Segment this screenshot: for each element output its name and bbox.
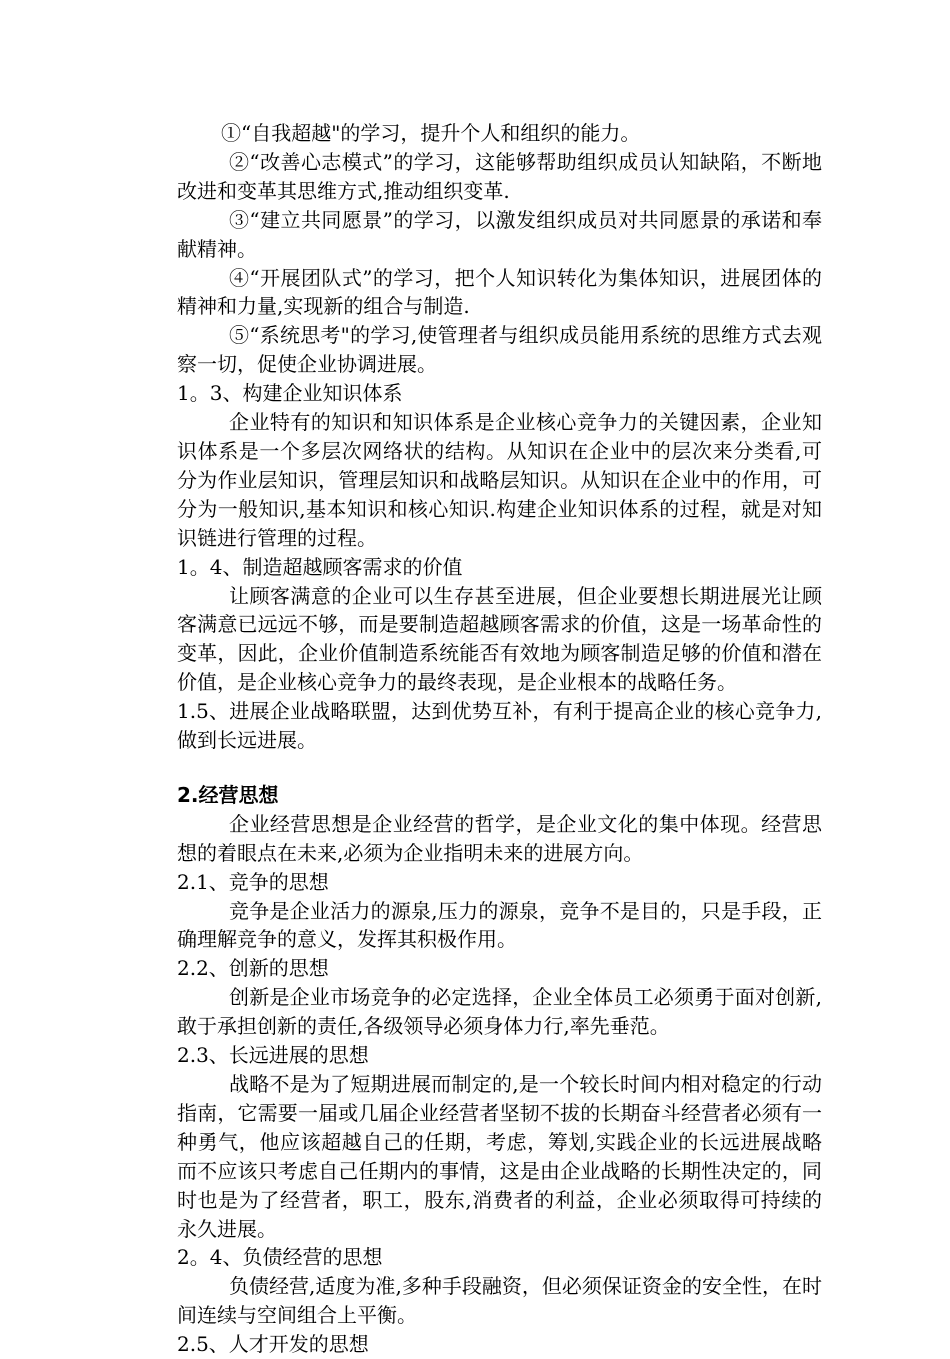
body-paragraph-2-intro: 企业经营思想是企业经营的哲学，是企业文化的集中体现。经营思想的着眼点在未来,必须为企业指明未来的进展方向。 (177, 811, 822, 865)
subheading-1-3: 1。3、构建企业知识体系 (177, 381, 403, 406)
subheading-1-5: 1.5、进展企业战略联盟，达到优势互补，有利于提高企业的核心竞争力,做到长远进展。 (177, 699, 822, 753)
learning-item-5: ⑤“系统思考"的学习,使管理者与组织成员能用系统的思维方式去观察一切，促使企业协调进展。 (177, 323, 822, 377)
learning-item-1: ①“自我超越"的学习，提升个人和组织的能力。 (221, 121, 641, 145)
subheading-2-1: 2.1、竞争的思想 (177, 869, 329, 894)
subheading-1-4: 1。4、制造超越顾客需求的价值 (177, 554, 463, 579)
body-paragraph-1-4: 让顾客满意的企业可以生存甚至进展，但企业要想长期进展光让顾客满意已远远不够，而是要制造超越顾客需求的价值，这是一场革命性的变革，因此，企业价值制造系统能否有效地为顾客制造足够的价值和潜在价值，是企业核心竞争力的最终表现，是企业根本的战略任务。 (177, 583, 822, 695)
body-paragraph-2-3: 战略不是为了短期进展而制定的,是一个较长时间内相对稳定的行动指南，它需要一届或几届企业经营者坚韧不拔的长期奋斗经营者必须有一种勇气，他应该超越自己的任期，考虑，筹划,实践企业的长远进展战略而不应该只考虑自己任期内的事情，这是由企业战略的长期性决定的，同时也是为了经营者，职工，股东,消费者的利益，企业必须取得可持续的永久进展。 (177, 1072, 822, 1241)
body-paragraph-1-3: 企业特有的知识和知识体系是企业核心竞争力的关键因素，企业知识体系是一个多层次网络状的结构。从知识在企业中的层次来分类看,可分为作业层知识，管理层知识和战略层知识。从知识在企业中的作用，可分为一般知识,基本知识和核心知识.构建企业知识体系的过程，就是对知识链进行管理的过程。 (177, 410, 822, 550)
subheading-2-4: 2。4、负债经营的思想 (177, 1245, 383, 1270)
document-page (177, 119, 822, 1359)
section-title-2: 2.经营思想 (177, 782, 279, 807)
subheading-2-5: 2.5、人才开发的思想 (177, 1332, 369, 1357)
subheading-2-2: 2.2、创新的思想 (177, 956, 329, 981)
subheading-2-3: 2.3、长远进展的思想 (177, 1043, 369, 1068)
body-paragraph-2-2: 创新是企业市场竞争的必定选择，企业全体员工必须勇于面对创新,敢于承担创新的责任,各级领导必须身体力行,率先垂范。 (177, 985, 822, 1039)
learning-item-4: ④“开展团队式”的学习，把个人知识转化为集体知识，进展团体的精神和力量,实现新的组合与制造. (177, 265, 822, 319)
body-paragraph-2-1: 竞争是企业活力的源泉,压力的源泉，竞争不是目的，只是手段，正确理解竞争的意义，发挥其积极作用。 (177, 898, 822, 952)
learning-item-2: ②“改善心志模式”的学习，这能够帮助组织成员认知缺陷，不断地改进和变革其思维方式,推动组织变革. (177, 149, 822, 203)
body-paragraph-2-4: 负债经营,适度为准,多种手段融资，但必须保证资金的安全性，在时间连续与空间组合上平衡。 (177, 1274, 822, 1328)
learning-item-3: ③“建立共同愿景”的学习，以激发组织成员对共同愿景的承诺和奉献精神。 (177, 207, 822, 261)
